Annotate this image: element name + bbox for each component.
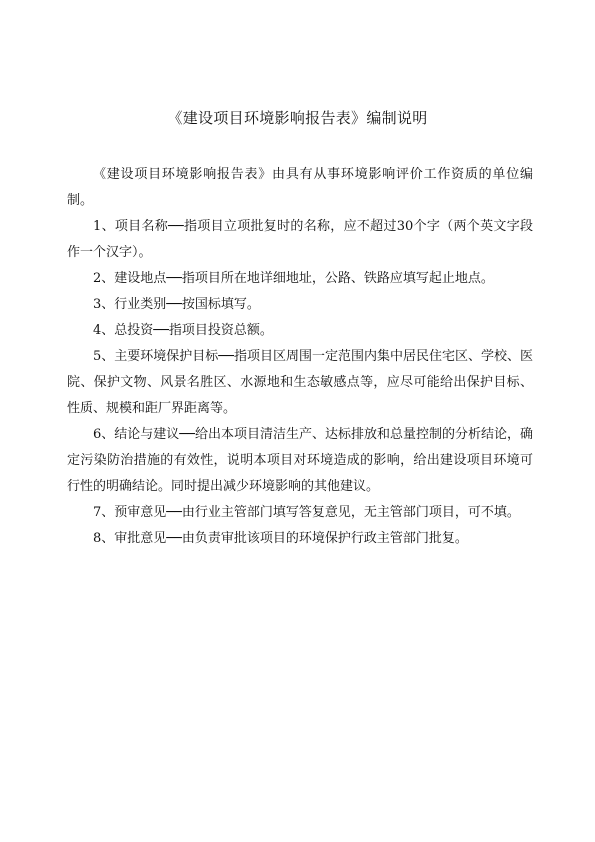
paragraph-item-7-pre-review: 7、预审意见──由行业主管部门填写答复意见，无主管部门项目，可不填。 <box>93 505 520 520</box>
paragraph-item-6-conclusions: 6、结论与建议──给出本项目清洁生产、达标排放和总量控制的分析结论，确定污染防治措施的有效性，说明本项目对环境造成的影响，给出建设项目环境可行性的明确结论。同时提出减少环境影响的其他建议。 <box>67 427 533 494</box>
paragraph-intro: 《建设项目环境影响报告表》由具有从事环境影响评价工作资质的单位编制。 <box>67 167 533 208</box>
paragraph-item-2-location: 2、建设地点──指项目所在地详细地址，公路、铁路应填写起止地点。 <box>93 271 494 286</box>
paragraph-item-5-protection-targets: 5、主要环境保护目标──指项目区周围一定范围内集中居民住宅区、学校、医院、保护文物、风景名胜区、水源地和生态敏感点等，应尽可能给出保护目标、性质、规模和距厂界距离等。 <box>67 349 533 416</box>
paragraph-item-3-industry: 3、行业类别──按国标填写。 <box>93 297 260 312</box>
paragraph-item-1-project-name: 1、项目名称──指项目立项批复时的名称，应不超过30个字（两个英文字段作一个汉字）。 <box>67 219 533 260</box>
document-body <box>67 162 533 552</box>
document-title: 《建设项目环境影响报告表》编制说明 <box>167 109 428 127</box>
paragraph-item-8-approval: 8、审批意见──由负责审批该项目的环境保护行政主管部门批复。 <box>93 531 468 546</box>
paragraph-item-4-investment: 4、总投资──指项目投资总额。 <box>93 323 273 338</box>
